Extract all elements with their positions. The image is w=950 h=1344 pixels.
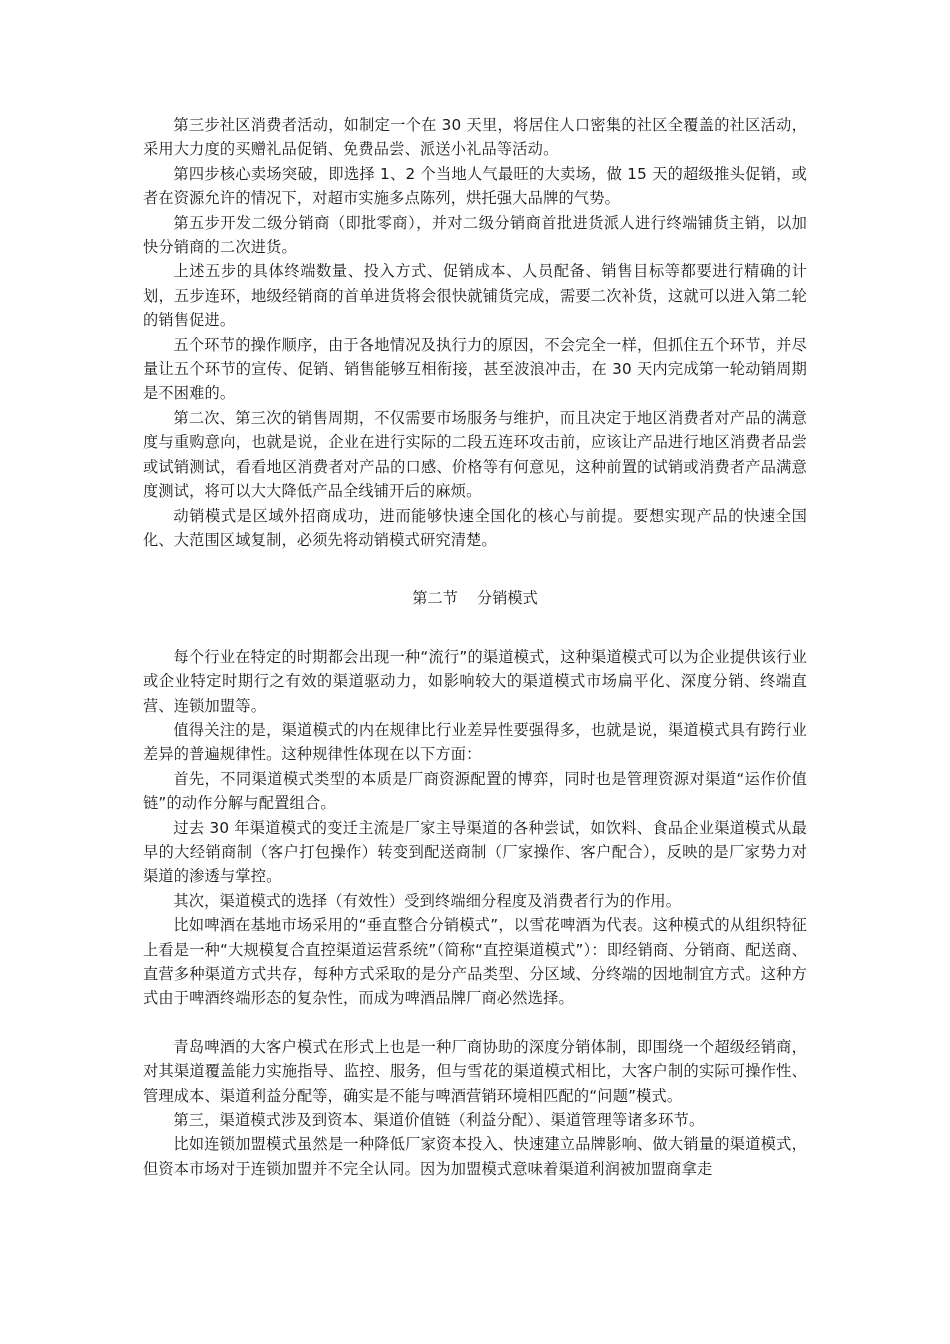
paragraph-second-point: 其次，渠道模式的选择（有效性）受到终端细分程度及消费者行为的作用。 (173, 891, 682, 910)
paragraph-sales-mode-core: 动销模式是区域外招商成功，进而能够快速全国化的核心与前提。要想实现产品的快速全国化、大范围区域复制，必须先将动销模式研究清楚。 (143, 506, 807, 549)
paragraph-first-point: 首先，不同渠道模式类型的本质是厂商资源配置的博弈，同时也是管理资源对渠道“运作价值链”的动作分解与配置组合。 (143, 769, 807, 813)
paragraph-channel-rules: 值得关注的是，渠道模式的内在规律比行业差异性要强得多，也就是说，渠道模式具有跨行业差异的普遍规律性。这种规律性体现在以下方面： (143, 720, 807, 764)
paragraph-third-point: 第三，渠道模式涉及到资本、渠道价值链（利益分配）、渠道管理等诸多环节。 (173, 1111, 705, 1130)
paragraph-thirty-years: 过去 30 年渠道模式的变迁主流是厂家主导渠道的各种尝试，如饮料、食品企业渠道模式从最早的大经销商制（客户打包操作）转变到配送商制（厂家操作、客户配合），反映的是厂家势力对渠道的渗透与掌控。 (143, 818, 807, 886)
paragraph-step-three: 第三步社区消费者活动，如制定一个在 30 天里，将居住人口密集的社区全覆盖的社区活动，采用大力度的买赠礼品促销、免费品尝、派送小礼品等活动。 (143, 116, 807, 159)
paragraph-beer-example: 比如啤酒在基地市场采用的“垂直整合分销模式”，以雪花啤酒为代表。这种模式的从组织特征上看是一种“大规模复合直控渠道运营系统”（简称“直控渠道模式”）：即经销商、分销商、配送商、直营多种渠道方式共存，每种方式采取的是分产品类型、分区域、分终端的因地制宜方式。这种方式由于啤酒终端形态的复杂性，而成为啤酒品牌厂商必然选择。 (143, 916, 807, 1008)
paragraph-franchise: 比如连锁加盟模式虽然是一种降低厂家资本投入、快速建立品牌影响、做大销量的渠道模式，但资本市场对于连锁加盟并不完全认同。因为加盟模式意味着渠道利润被加盟商拿走 (143, 1135, 807, 1178)
blank-line (143, 1011, 807, 1035)
paragraph-channel-trend: 每个行业在特定的时期都会出现一种“流行”的渠道模式，这种渠道模式可以为企业提供该行业或企业特定时期行之有效的渠道驱动力，如影响较大的渠道模式市场扁平化、深度分销、终端直营、连锁加盟等。 (143, 647, 807, 715)
paragraph-tsingtao: 青岛啤酒的大客户模式在形式上也是一种厂商协助的深度分销体制，即围绕一个超级经销商，对其渠道覆盖能力实施指导、监控、服务，但与雪花的渠道模式相比，大客户制的实际可操作性、管理成本、渠道利益分配等，确实是不能与啤酒营销环境相匹配的“问题”模式。 (143, 1037, 807, 1105)
paragraph-operation-order: 五个环节的操作顺序，由于各地情况及执行力的原因，不会完全一样，但抓住五个环节，并尽量让五个环节的宣传、促销、销售能够互相衔接，甚至波浪冲击，在 30 天内完成第一轮动销周期是不困难的。 (143, 335, 807, 403)
section-title: 第二节 分销模式 (412, 589, 538, 608)
paragraph-step-five: 第五步开发二级分销商（即批零商），并对二级分销商首批进货派人进行终端铺货主销，以加快分销商的二次进货。 (143, 213, 807, 257)
paragraph-five-steps-plan: 上述五步的具体终端数量、投入方式、促销成本、人员配备、销售目标等都要进行精确的计划，五步连环，地级经销商的首单进货将会很快就铺货完成，需要二次补货，这就可以进入第二轮的销售促进。 (143, 262, 807, 330)
paragraph-step-four: 第四步核心卖场突破，即选择 1、2 个当地人气最旺的大卖场，做 15 天的超级推头促销，或者在资源允许的情况下，对超市实施多点陈列，烘托强大品牌的气势。 (143, 164, 807, 208)
document-body (143, 113, 807, 1181)
paragraph-sales-cycle: 第二次、第三次的销售周期，不仅需要市场服务与维护，而且决定于地区消费者对产品的满意度与重购意向，也就是说，企业在进行实际的二段五连环攻击前，应该让产品进行地区消费者品尝或试销测试，看看地区消费者对产品的口感、价格等有何意见，这种前置的试销或消费者产品满意度测试，将可以大大降低产品全线铺开后的麻烦。 (143, 408, 807, 501)
